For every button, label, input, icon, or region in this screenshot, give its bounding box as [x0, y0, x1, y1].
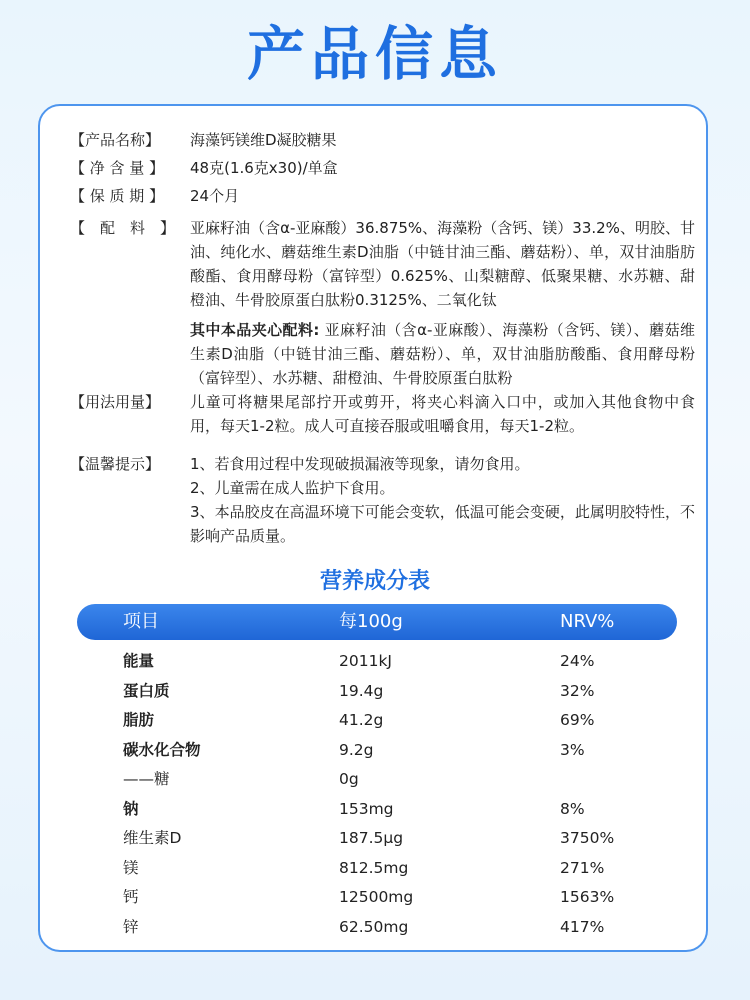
row-item: ——糖	[123, 770, 170, 788]
header-item: 项目	[123, 611, 159, 632]
ingredients-value	[190, 216, 695, 390]
row-per100g: 12500mg	[339, 888, 414, 906]
row-per100g: 62.50mg	[339, 917, 409, 936]
filling-ingredients	[190, 318, 695, 390]
table-row	[77, 765, 677, 795]
row-nrv: 417%	[560, 917, 605, 936]
table-row	[77, 854, 677, 884]
usage-label: 【用法用量】	[70, 393, 161, 411]
tips-list	[190, 452, 695, 548]
header-per100g: 每100g	[339, 611, 403, 632]
row-item: 维生素D	[123, 829, 182, 847]
row-nrv: 3%	[560, 740, 585, 759]
table-row	[77, 795, 677, 825]
table-row	[77, 647, 677, 677]
net-value: 48克(1.6克x30)/单盒	[190, 159, 338, 177]
row-per100g: 153mg	[339, 799, 394, 818]
page-title: 产品信息	[246, 20, 503, 88]
row-item: 脂肪	[123, 711, 155, 729]
table-row	[77, 677, 677, 707]
table-row	[77, 736, 677, 766]
ingredients-label: 【 配 料 】	[70, 219, 176, 237]
filling-text: 亚麻籽油（含α-亚麻酸）、海藻粉（含钙、镁）、蘑菇维生素D油脂（中链甘油三酯、蘑菇粉）、单，双甘油脂肪酸酯、食用酵母粉（富锌型）、水苏糖、甜橙油、牛骨胶原蛋白肽粉	[190, 321, 695, 387]
shelf-value: 24个月	[190, 187, 240, 205]
tip-item: 1、若食用过程中发现破损漏液等现象，请勿食用。	[190, 455, 530, 473]
row-item: 镁	[123, 858, 139, 877]
table-row	[77, 706, 677, 736]
row-nrv: 1563%	[560, 888, 615, 906]
row-item: 钙	[123, 888, 139, 906]
row-nrv: 69%	[560, 711, 595, 729]
row-item: 碳水化合物	[123, 740, 201, 759]
row-per100g: 812.5mg	[339, 858, 409, 877]
row-item: 能量	[123, 652, 155, 670]
tip-item: 2、儿童需在成人监护下食用。	[190, 479, 395, 497]
row-nrv: 271%	[560, 858, 605, 877]
row-per100g: 9.2g	[339, 740, 374, 759]
nutrition-table-header	[77, 604, 677, 640]
row-per100g: 0g	[339, 770, 359, 788]
row-nrv: 32%	[560, 681, 595, 700]
row-nrv: 8%	[560, 799, 585, 818]
row-nrv: 3750%	[560, 829, 615, 847]
row-nrv: 24%	[560, 652, 595, 670]
row-per100g: 2011kJ	[339, 652, 392, 670]
tips-label: 【温馨提示】	[70, 455, 161, 473]
ingredients-text: 亚麻籽油（含α-亚麻酸）36.875%、海藻粉（含钙、镁）33.2%、明胶、甘油、纯化水、蘑菇维生素D油脂（中链甘油三酯、蘑菇粉）、单，双甘油脂肪酸酯、食用酵母粉（富锌型）0.625%、山梨糖醇、低聚果糖、水苏糖、甜橙油、牛骨胶原蛋白肽粉0.3125%、二氧化钛	[190, 219, 695, 309]
table-row	[77, 913, 677, 943]
shelf-label: 【 保 质 期 】	[70, 187, 165, 205]
header-nrv: NRV%	[560, 611, 615, 632]
net-label: 【 净 含 量 】	[70, 159, 165, 177]
nutrition-table-body	[77, 647, 677, 942]
name-label: 【产品名称】	[70, 131, 161, 149]
row-item: 蛋白质	[123, 681, 170, 700]
row-per100g: 19.4g	[339, 681, 384, 700]
row-per100g: 41.2g	[339, 711, 384, 729]
table-row	[77, 883, 677, 913]
table-row	[77, 824, 677, 854]
product-info-card	[38, 104, 708, 952]
tip-item: 3、本品胶皮在高温环境下可能会变软，低温可能会变硬，此属明胶特性，不影响产品质量。	[190, 503, 695, 545]
usage-value: 儿童可将糖果尾部拧开或剪开，将夹心料滴入口中，或加入其他食物中食用，每天1-2粒。成人可直接吞服或咀嚼食用，每天1-2粒。	[190, 393, 695, 435]
row-per100g: 187.5μg	[339, 829, 404, 847]
nutrition-title: 营养成分表	[319, 569, 430, 594]
row-item: 钠	[123, 799, 139, 818]
filling-head: 其中本品夹心配料:	[190, 321, 320, 339]
name-value: 海藻钙镁维D凝胶糖果	[190, 131, 337, 149]
row-item: 锌	[123, 917, 139, 936]
